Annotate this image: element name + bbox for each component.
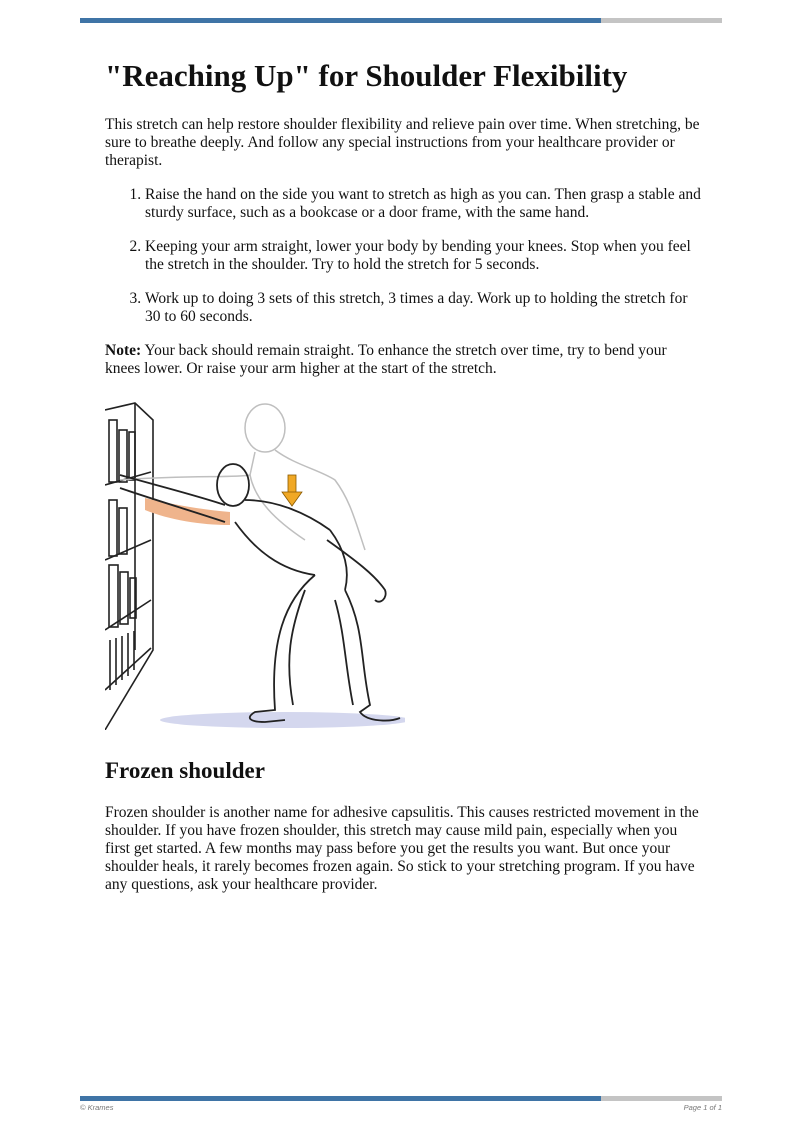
bookcase xyxy=(105,403,153,730)
main-content xyxy=(105,56,705,378)
intro-paragraph: This stretch can help restore shoulder flexibility and relieve pain over time. When stretching, be sure to breathe deeply. And follow any special instructions from your healthcare provider or therapist. xyxy=(105,116,700,169)
page-title: "Reaching Up" for Shoulder Flexibility xyxy=(105,58,628,93)
header-rule-blue xyxy=(80,18,601,23)
step-2: 2. Keeping your arm straight, lower your body by bending your knees. Stop when you feel the stretch in the shoulder. Try to hold the stretch for 5 seconds. xyxy=(145,238,705,274)
footer-copyright: © Krames xyxy=(80,1103,114,1112)
footer-page-number: Page 1 of 1 xyxy=(683,1103,722,1112)
step-1: 1. Raise the hand on the side you want to stretch as high as you can. Then grasp a stable and sturdy surface, such as a bookcase or a door frame, with the same hand. xyxy=(145,186,705,222)
bending-figure xyxy=(120,464,400,722)
section-heading-frozen-shoulder: Frozen shoulder xyxy=(105,758,265,783)
step-3: 3. Work up to doing 3 sets of this stretch, 3 times a day. Work up to holding the stretch for 30 to 60 seconds. xyxy=(145,290,705,326)
note-paragraph xyxy=(105,342,705,378)
down-arrow-icon xyxy=(282,475,302,506)
instruction-steps xyxy=(105,186,705,326)
stretch-illustration xyxy=(105,400,405,730)
header-rule xyxy=(80,18,722,23)
footer-rule-gray xyxy=(601,1096,722,1101)
header-rule-gray xyxy=(601,18,722,23)
footer-rule xyxy=(80,1096,722,1101)
footer-rule-blue xyxy=(80,1096,601,1101)
note-text: Your back should remain straight. To enhance the stretch over time, try to bend your knees lower. Or raise your arm higher at the start of the stretch. xyxy=(105,342,667,377)
frozen-shoulder-paragraph: Frozen shoulder is another name for adhesive capsulitis. This causes restricted movement in the shoulder. If you have frozen shoulder, this stretch may cause mild pain, especially when you first get started. A few months may pass before you get the results you want. But once your shoulder heals, it rarely becomes frozen again. So stick to your stretching program. If you have any questions, ask your healthcare provider. xyxy=(105,804,699,893)
note-label: Note: xyxy=(105,342,142,359)
